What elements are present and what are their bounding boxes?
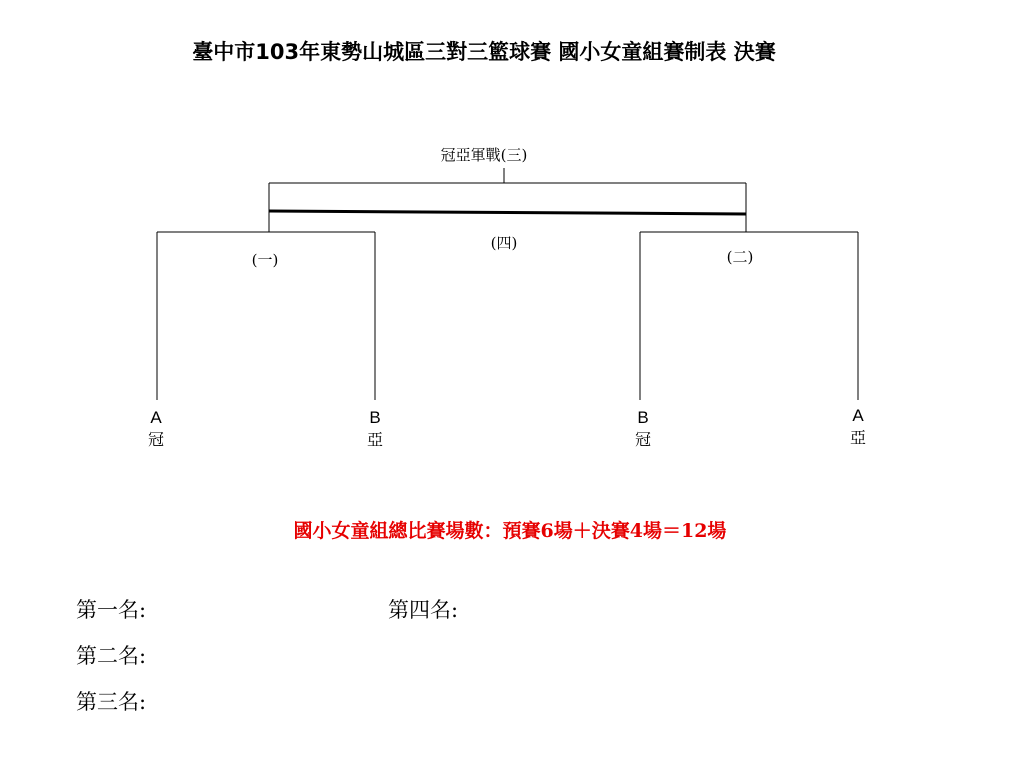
match-count-summary: 國小女童組總比賽場數：預賽6場＋決賽4場＝12場	[293, 520, 727, 542]
final-match-label: 冠亞軍戰(三)	[440, 146, 528, 164]
team-rank: 亞	[366, 430, 384, 449]
third-place-line	[269, 211, 746, 214]
team-code: B	[637, 408, 649, 427]
team-slot-3	[635, 407, 651, 451]
team-slot-1	[148, 407, 164, 451]
second-place-label: 第二名:	[76, 644, 147, 668]
semi-right-match-label: (二)	[726, 248, 754, 266]
fourth-place-label: 第四名:	[388, 598, 459, 622]
semi-left-match-label: (一)	[251, 251, 279, 269]
team-rank: 冠	[147, 430, 165, 449]
team-rank: 冠	[634, 430, 652, 449]
team-code: A	[852, 406, 864, 425]
team-rank: 亞	[849, 428, 867, 447]
page-title: 臺中市103年東勢山城區三對三籃球賽 國小女童組賽制表 決賽	[192, 40, 776, 64]
team-code: B	[369, 408, 381, 427]
first-place-label: 第一名:	[76, 598, 147, 622]
team-slot-4	[850, 405, 866, 449]
third-place-label: 第三名:	[76, 690, 147, 714]
third-place-match-label: (四)	[490, 234, 518, 252]
team-slot-2	[367, 407, 383, 451]
team-code: A	[150, 408, 162, 427]
